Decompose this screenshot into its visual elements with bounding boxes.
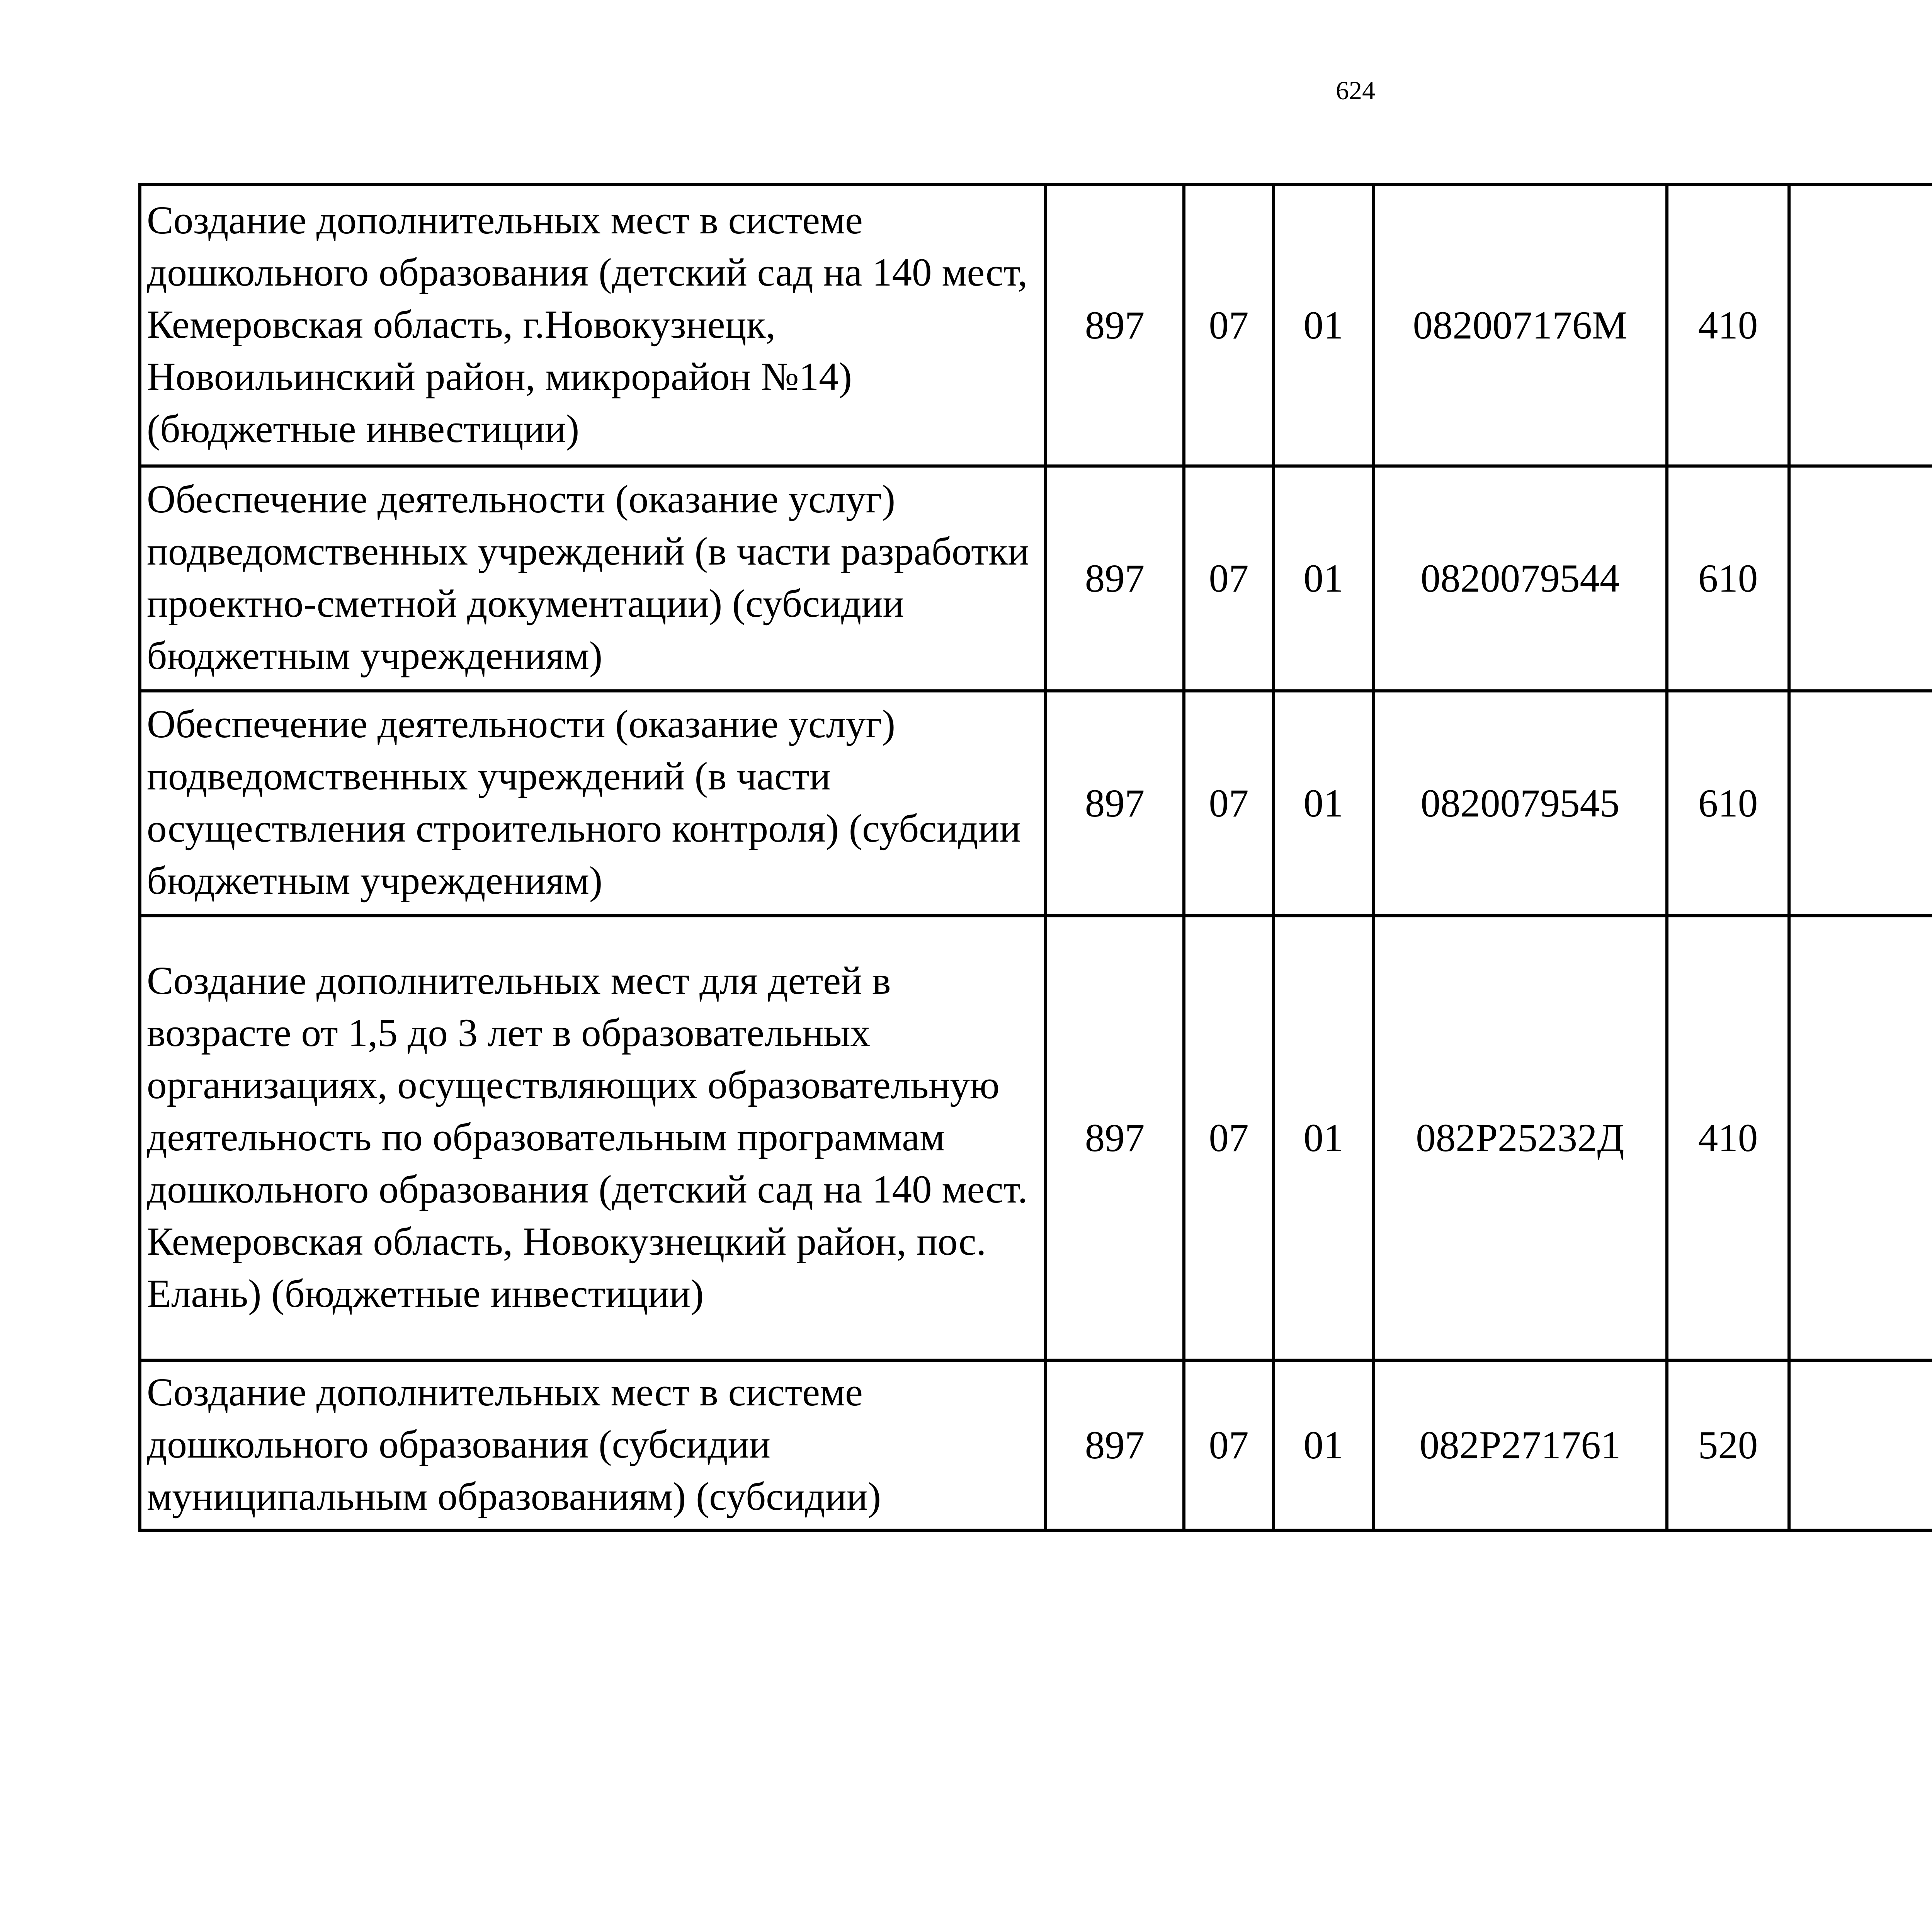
subsection-code: 01 [1274, 185, 1373, 466]
row-description: Обеспечение деятельности (оказание услуг) подведомственных учреждений (в части разработки проектно-сметной документации) (субсидии бюджетным учреждениям) [140, 466, 1046, 691]
amount-1 [1789, 185, 1932, 466]
ministry-code: 897 [1046, 691, 1184, 916]
subsection-code: 01 [1274, 916, 1373, 1360]
section-code: 07 [1184, 916, 1274, 1360]
target-article-code: 082007176М [1373, 185, 1667, 466]
row-description: Создание дополнительных мест в системе дошкольного образования (детский сад на 140 мест, Кемеровская область, г.Новокузнецк, Новоильинский район, микрорайон №14) (бюджетные инвестиции) [140, 185, 1046, 466]
expense-type-code: 410 [1667, 185, 1789, 466]
page-number: 624 [1336, 76, 1375, 105]
target-article-code: 0820079545 [1373, 691, 1667, 916]
table-row [140, 185, 1932, 466]
ministry-code: 897 [1046, 1360, 1184, 1530]
section-code: 07 [1184, 466, 1274, 691]
section-code: 07 [1184, 185, 1274, 466]
ministry-code: 897 [1046, 185, 1184, 466]
amount-1 [1789, 1360, 1932, 1530]
subsection-code: 01 [1274, 466, 1373, 691]
amount-1 [1789, 466, 1932, 691]
subsection-code: 01 [1274, 691, 1373, 916]
target-article-code: 082P25232Д [1373, 916, 1667, 1360]
amount-1 [1789, 691, 1932, 916]
target-article-code: 082P271761 [1373, 1360, 1667, 1530]
expense-type-code: 410 [1667, 916, 1789, 1360]
subsection-code: 01 [1274, 1360, 1373, 1530]
ministry-code: 897 [1046, 466, 1184, 691]
row-description: Обеспечение деятельности (оказание услуг) подведомственных учреждений (в части осуществления строительного контроля) (субсидии бюджетным учреждениям) [140, 691, 1046, 916]
table-row [140, 466, 1932, 691]
expense-type-code: 610 [1667, 466, 1789, 691]
row-description: Создание дополнительных мест для детей в возрасте от 1,5 до 3 лет в образовательных организациях, осуществляющих образовательную деятельность по образовательным программам дошкольного образования (детский сад на 140 мест. Кемеровская область, Новокузнецкий район, пос. Елань) (бюджетные инвестиции) [140, 916, 1046, 1360]
budget-table [138, 183, 1932, 1532]
row-description: Создание дополнительных мест в системе дошкольного образования (субсидии муниципальным образованиям) (субсидии) [140, 1360, 1046, 1530]
table-row [140, 1360, 1932, 1530]
section-code: 07 [1184, 1360, 1274, 1530]
amount-1 [1789, 916, 1932, 1360]
table-row [140, 916, 1932, 1360]
table-row [140, 691, 1932, 916]
target-article-code: 0820079544 [1373, 466, 1667, 691]
expense-type-code: 610 [1667, 691, 1789, 916]
section-code: 07 [1184, 691, 1274, 916]
expense-type-code: 520 [1667, 1360, 1789, 1530]
ministry-code: 897 [1046, 916, 1184, 1360]
